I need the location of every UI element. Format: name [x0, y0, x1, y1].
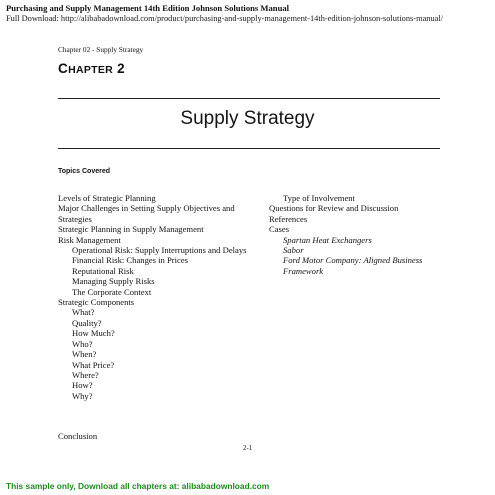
title-bottom-rule	[58, 148, 440, 149]
topic-item: Sabor	[283, 245, 304, 256]
topic-item: Cases	[269, 224, 290, 235]
topic-item: Reputational Risk	[72, 265, 134, 276]
footer-notice[interactable]: This sample only, Download all chapters at: alibabadownload.com	[6, 481, 270, 491]
topic-item: Quality?	[72, 317, 102, 328]
full-download-label: Full Download:	[6, 14, 61, 23]
chapter-word-rest: HAPTER	[68, 64, 114, 76]
topic-item: How Much?	[72, 328, 115, 339]
topic-item: What Price?	[72, 359, 115, 370]
topics-heading: Topics Covered	[58, 168, 110, 175]
topic-item: Major Challenges in Setting Supply Objectives and Strategies	[58, 203, 235, 224]
topic-item: The Corporate Context	[72, 286, 152, 297]
conclusion-item: Conclusion	[58, 431, 98, 441]
chapter-label	[58, 61, 125, 76]
topics-right-column	[269, 193, 449, 276]
topic-item: References	[269, 213, 308, 224]
chapter-number: 2	[117, 61, 125, 76]
chapter-initial: C	[58, 61, 69, 76]
page-number: 2-1	[242, 444, 253, 452]
topic-item: Strategic Components	[58, 297, 135, 308]
topic-item: Levels of Strategic Planning	[58, 193, 156, 203]
topics-left-column	[58, 193, 258, 401]
title-top-rule	[58, 98, 440, 99]
topic-item: Financial Risk: Changes in Prices	[72, 255, 189, 266]
running-head: Chapter 02 - Supply Strategy	[58, 45, 144, 54]
topic-item: Type of Involvement	[283, 193, 355, 203]
topic-item: Strategic Planning in Supply Management	[58, 224, 204, 235]
full-download-line	[6, 14, 443, 23]
topic-item: Why?	[72, 390, 93, 401]
download-link[interactable]: http://alibabadownload.com/product/purchasing-and-supply-management-14th-edition-johnson-solutions-manual/	[60, 14, 444, 23]
topic-item: Risk Management	[58, 234, 121, 245]
header-title: Purchasing and Supply Management 14th Edition Johnson Solutions Manual	[6, 3, 290, 13]
topic-item: How?	[72, 380, 93, 391]
topic-item: Questions for Review and Discussion	[269, 203, 399, 214]
topic-item: Operational Risk: Supply Interruptions and Delays	[72, 245, 247, 256]
topic-item: What?	[72, 307, 95, 318]
topic-item: Who?	[72, 338, 93, 349]
topic-item: Where?	[72, 369, 99, 380]
page-title: Supply Strategy	[180, 108, 315, 129]
topic-item: Managing Supply Risks	[72, 276, 155, 287]
topic-item: When?	[72, 349, 97, 360]
topic-item: Spartan Heat Exchangers	[283, 234, 372, 245]
topic-item: Ford Motor Company: Aligned Business Framework	[283, 255, 423, 276]
